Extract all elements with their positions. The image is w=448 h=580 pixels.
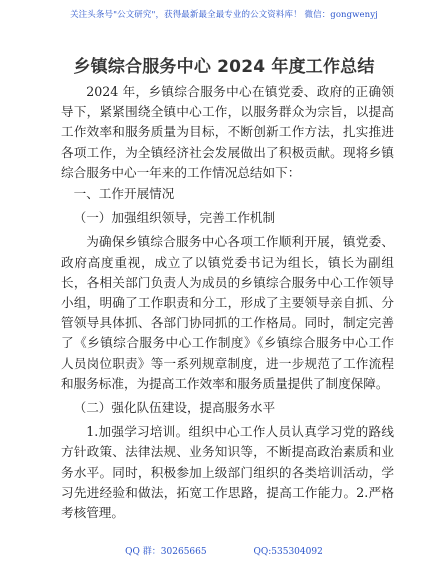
document-title: 乡镇综合服务中心 2024 年度工作总结 — [73, 57, 375, 77]
footer-qq: QQ:535304092 — [253, 547, 323, 557]
document-body — [61, 82, 394, 523]
section-heading-1-text: 一、工作开展情况 — [73, 186, 175, 202]
subsection-heading-1: （一）加强组织领导，完善工作机制 — [73, 210, 276, 226]
footer — [0, 544, 448, 557]
section-heading-1 — [61, 184, 394, 204]
intro-paragraph: 2024 年，乡镇综合服务中心在镇党委、政府的正确领导下，紧紧围绕全镇中心工作，以服务群众为宗旨，以提高工作效率和服务质量为目标，不断创新工作方法，扎实推进各项工作，为全镇经济社会发展做出了积极贡献。现将乡镇综合服务中心一年来的工作情况总结如下： — [61, 84, 394, 180]
subsection-2-paragraph: 1.加强学习培训。组织中心工作人员认真学习党的路线方针政策、法律法规、业务知识等，不断提高政治素质和业务水平。同时，积极参加上级部门组织的各类培训活动，学习先进经验和做法，拓宽工作思路，提高工作能力。2.严格考核管理。 — [61, 424, 394, 521]
subsection-heading-2: （二）强化队伍建设，提高服务水平 — [73, 400, 276, 416]
subsection-1-paragraph: 为确保乡镇综合服务中心各项工作顺利开展，镇党委、政府高度重视，成立了以镇党委书记为组长，镇长为副组长，各相关部门负责人为成员的乡镇综合服务中心工作领导小组，明确了工作职责和分工，形成了主要领导亲自抓、分管领导具体抓、各部门协同抓的工作格局。同时，制定完善了《乡镇综合服务中心工作制度》《乡镇综合服务中心工作人员岗位职责》等一系列规章制度，进一步规范了工作流程和服务标准，为提高工作效率和服务质量提供了制度保障。 — [61, 234, 394, 391]
footer-qq-group: QQ 群：30265665 — [125, 547, 207, 557]
header-note: 关注头条号"公文研究"，获得最新最全最专业的公文资料库！ 微信：gongwenyj — [70, 10, 378, 20]
